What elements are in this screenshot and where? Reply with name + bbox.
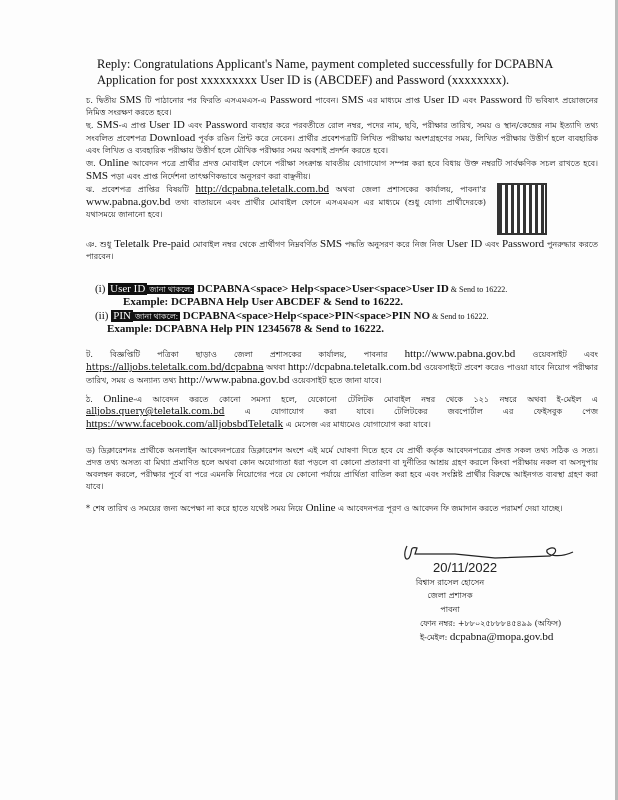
para-note: * শেষ তারিখ ও সময়ের জন্য অপেক্ষা না করে হাতে যথেষ্ট সময় নিয়ে Online এ আবেদনপত্র পূরণ ও আবেদন ফি জমাদান করতে পরামর্শ দেয়া যাচ্ছে। (86, 502, 563, 514)
help-item-userid: (i) User ID জানা থাকলে: DCPABNA<space> Help<space>User<space>User ID & Send to 16222. Example: DCPABNA Help User ABCDEF & Send to 16222. (95, 283, 508, 308)
para-ja: জ. Online আবেদন পত্রে প্রার্থীর প্রদত্ত মোবাইল ফোনে পরীক্ষা সংক্রান্ত যাবতীয় যোগাযোগ সম্পন্ন করা হবে বিধায় উক্ত নম্বরটি সার্বক্ষণিক সচল রাখতে হবে। SMS পড়া এবং প্রাপ্ত নির্দেশনা তাৎক্ষণিকভাবে অনুসরণ করা বাঞ্ছনীয়। (86, 157, 598, 182)
help-item-pin: (ii) PIN জানা থাকলে: DCPABNA<space>Help<space>PIN<space>PIN NO & Send to 16222. Example: DCPABNA Help PIN 12345678 & Send to 16222. (95, 310, 489, 335)
query-email-link[interactable]: alljobs.query@teletalk.com.bd (86, 407, 225, 417)
alljobs-link[interactable]: https://alljobs.teletalk.com.bd/dcpabna (86, 363, 264, 373)
para-nya: ঞ. শুধু Teletalk Pre-paid মোবাইল নম্বর থেকে প্রার্থীগণ নিম্নবর্ণিত SMS পদ্ধতি অনুসরণ করে নিজ নিজ User ID এবং Password পুনরুদ্ধার করতে পারবেন। (86, 238, 599, 261)
para-tha: ঠ. Online-এ আবেদন করতে কোনো সমস্যা হলে, যেকোনো টেলিটক মোবাইল নম্বর থেকে ১২১ নম্বরে অথবা ই-মেইল এ alljobs.query@teletalk.com.bd এ যোগাযোগ করা যাবে। টেলিটকের জবপোর্টাল এর ফেইসবুক পেজ https://www.facebook.com/alljobsbdTeletalk এ মেসেজ এর মাধ্যমেও যোগাযোগ করা যাবে। (86, 393, 598, 430)
pabna-link[interactable]: http://www.pabna.gov.bd (404, 348, 516, 360)
dcpabna-teletalk-link[interactable]: http://dcpabna.teletalk.com.bd (287, 361, 422, 373)
pabna-link-2[interactable]: http://www.pabna.gov.bd (178, 374, 290, 386)
office-phone: ফোন নম্বর: +৮৮০২৫৮৮৮৪৫৪৯৯ (অফিস) (420, 619, 562, 628)
facebook-link[interactable]: https://www.facebook.com/alljobsbdTeletalk (86, 418, 284, 430)
signatory-name: বিশ্বাস রাসেল হোসেন (415, 578, 485, 587)
signature-icon (395, 540, 575, 578)
para-chha: ছ. SMS-এ প্রাপ্ত User ID এবং Password ব্যবহার করে পরবর্তীতে রোল নম্বর, পদের নাম, ছবি, পরীক্ষার তারিখ, সময় ও স্থান/কেন্দ্রের নাম ইত্যাদি তথ্য সংবলিত প্রবেশপত্র Download পূর্বক রঙিন প্রিন্ট করে নেবেন। প্রার্থীর প্রবেশপত্রটি লিখিত পরীক্ষায় অংশগ্রহণের সময়, লিখিত পরীক্ষায় উত্তীর্ণ হলে ব্যবহারিক এবং লিখিত ও ব্যবহারিক পরীক্ষায় উত্তীর্ণ হলে মৌখিক পরীক্ষার সময় অবশ্যই প্রদর্শন করতে হবে। (86, 119, 598, 155)
dcpabna-link[interactable]: http://dcpabna.teletalk.com.bd (195, 183, 329, 195)
signature-date: 20/11/2022 (433, 560, 498, 575)
signatory-designation: জেলা প্রশাসক (427, 591, 473, 600)
sms-reply-sample: Reply: Congratulations Applicant's Name, payment completed successfully for DCPABNA Application for post xxxxxxxxx User ID is (ABCDEF) and Password (xxxxxxxx). (97, 57, 553, 87)
para-ta: ট. বিজ্ঞপ্তিটি পত্রিকা ছাড়াও জেলা প্রশাসকের কার্যালয়, পাবনার http://www.pabna.gov.bd ওয়েবসাইট এবং https://alljobs.teletalk.com.bd/dcpabna অথবা http://dcpabna.teletalk.com.bd ওয়েবসাইটে প্রবেশ করেও পাওয়া যাবে নিয়োগ পরীক্ষার তারিখ, সময় ও অন্যান্য তথ্য http://www.pabna.gov.bd ওয়েবসাইট হতে জানা যাবে। (86, 348, 598, 386)
para-da: ড) ডিক্লারেশনঃ প্রার্থীকে অনলাইন আবেদনপত্রের ডিক্লারেশন অংশে এই মর্মে ঘোষণা দিতে হবে যে প্রার্থী কর্তৃক আবেদনপত্রের প্রদত্ত সকল তথ্য সঠিক ও সত্য। প্রদত্ত তথ্য অসত্য বা মিথ্যা প্রমাণিত হলে অথবা কোন অযোগ্যতা ধরা পড়লে বা কোনো প্রতারণা বা দুর্নীতির আশ্রয় গ্রহণ করলে কিংবা পরীক্ষায় নকল বা অসদুপায় অবলম্বন করলে, পরীক্ষার পূর্বে বা পরে এমনকি নিয়োগের পরে যে কোনো পর্যায়ে প্রার্থিতা বাতিল করা হবে এবং সংশ্লিষ্ট প্রার্থীর বিরুদ্ধে আইনগত ব্যবস্থা গ্রহণ করা যাবে। (86, 446, 598, 491)
para-cha: চ. দ্বিতীয় SMS টি পাঠানোর পর ফিরতি এসএমএস-এ Password পাবেন। SMS এর মাধ্যমে প্রাপ্ত User ID এবং Password টি ভবিষ্যৎ প্রয়োজনের নিমিত্ত সংরক্ষণ করতে হবে। (86, 94, 598, 117)
qr-code (497, 183, 547, 235)
office-email: ই-মেইল: dcpabna@mopa.gov.bd (420, 631, 554, 643)
signatory-district: পাবনা (440, 605, 460, 614)
para-jha: ঝ. প্রবেশপত্র প্রাপ্তির বিষয়টি http://dcpabna.teletalk.com.bd অথবা জেলা প্রশাসকের কার্যালয়, পাবনা'র www.pabna.gov.bd তথ্য বাতায়নে এবং প্রার্থীর মোবাইল ফোনে এসএমএস এর মাধ্যমে (শুধু যোগ্য প্রার্থীদেরকে) যথাসময়ে জানানো হবে। (86, 183, 486, 219)
